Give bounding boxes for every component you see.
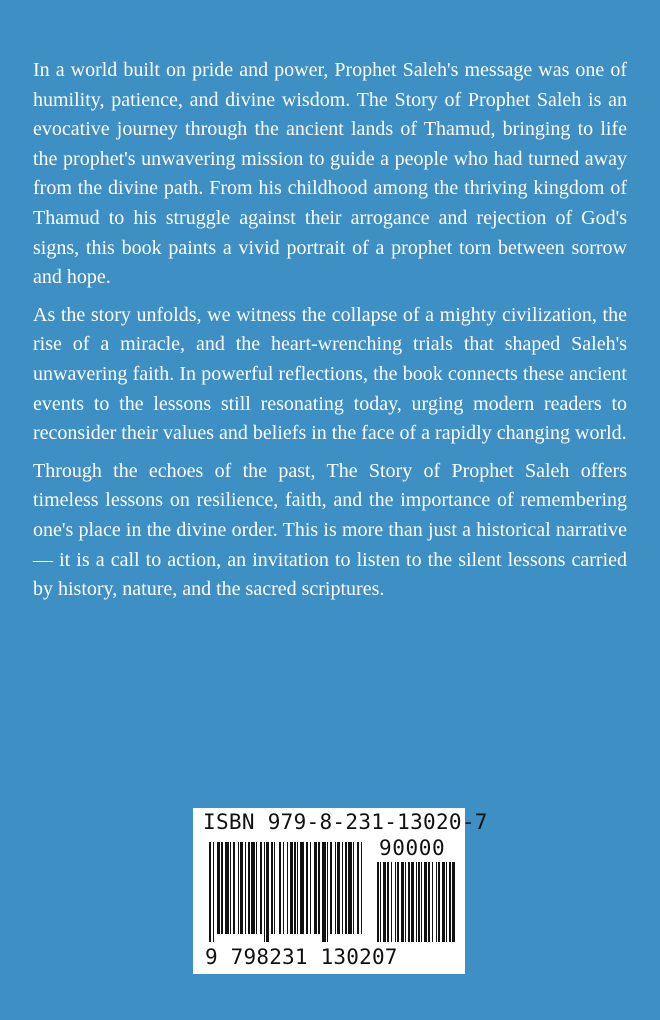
barcode-bar [271,842,273,934]
barcode-bar [432,862,433,942]
barcode-bar [436,862,437,942]
isbn-label: ISBN 979-8-231-13020-7 [203,810,488,834]
barcode-bar [209,842,211,942]
barcode-bar [264,842,265,942]
barcode-bar [294,842,296,934]
barcode-bar [213,842,214,942]
price-barcode-bars [377,862,455,942]
barcode-bar [452,862,455,942]
barcode-bar [260,842,262,934]
barcode-bar [428,862,430,942]
isbn-barcode-block [193,808,488,974]
barcode-bar [335,842,336,934]
blurb-paragraph-3: Through the echoes of the past, The Story of Prophet Saleh offers timeless lessons on resilience, faith, and the importance of remembering one's place in the divine order. This is more than just a historical narrative — it is a call to action, an invitation to listen to the silent lessons carried by history, nature, and the sacred scriptures. [33,459,627,601]
barcode-bar [221,842,223,934]
barcode-bar [348,842,352,934]
barcode-bar [421,862,422,942]
barcode-bar [357,842,359,934]
barcode-bar [353,842,354,934]
barcode-bar [251,842,255,934]
barcode-bar [401,862,404,942]
barcode-bar [387,862,389,942]
barcode-bar [361,842,362,934]
barcode-bar [287,842,288,934]
barcode-bar [405,862,406,942]
price-code: 90000 [379,836,446,860]
barcode-bar [306,842,308,934]
barcode-bar [233,842,235,934]
barcode-bar [327,842,328,942]
barcode-bar [310,842,311,934]
barcode-bar [266,842,269,942]
barcode-bar [279,842,281,934]
barcode-bar [442,862,445,942]
barcode-bar [395,862,396,942]
barcode-bar [383,862,386,942]
barcode-bar [217,842,220,934]
barcode-bar [411,862,414,942]
blurb-paragraph-1: In a world built on pride and power, Prophet Saleh's message was one of humility, patience, and divine wisdom. The Story of Prophet Saleh is an evocative journey through the ancient lands of Thamud, bringing to life the prophet's unwavering mission to guide a people who had turned away from the divine path. From his childhood among the thriving kingdom of Thamud to his struggle against their arrogance and rejection of God's signs, this book paints a vivid portrait of a prophet torn between sorrow and hope. [33,59,627,289]
ean-digits: 9 798231 130207 [205,945,398,969]
barcode-bar [337,842,340,934]
barcode-bar [330,842,332,934]
barcode-bar [449,862,451,942]
barcode-bar [418,862,420,942]
barcode-bar [248,842,250,934]
barcode-bar [438,862,440,942]
barcode-bar [256,842,257,934]
barcode-bar [424,862,427,942]
barcode-bar [322,842,326,942]
barcode-bar [283,842,284,934]
barcode-bar [240,842,243,934]
barcode-bar [416,862,417,942]
barcode-bar [274,842,275,934]
barcode-bar [318,842,320,934]
barcode-bar [245,842,246,934]
ean-barcode-bars [209,842,362,942]
barcode-bar [290,842,293,934]
barcode-bar [408,862,410,942]
blurb-text [33,56,627,613]
barcode-bar [314,842,317,934]
barcode-bar [446,862,447,942]
barcode-bar [297,842,298,934]
barcode-bar [397,862,399,942]
barcode-bar [391,862,392,942]
blurb-paragraph-2: As the story unfolds, we witness the collapse of a mighty civilization, the rise of a miracle, and the heart-wrenching trials that shaped Saleh's unwavering faith. In powerful reflections, the book connects these ancient events to the lessons still resonating today, urging modern readers to reconsider their values and beliefs in the face of a rapidly changing world. [33,303,627,445]
barcode-bar [225,842,229,934]
barcode-bar [342,842,343,934]
barcode-bar [380,862,381,942]
barcode-bar [377,862,379,942]
barcode-bar [300,842,304,934]
barcode-bar [238,842,239,934]
barcode-bar [345,842,347,934]
barcode-bar [230,842,231,934]
